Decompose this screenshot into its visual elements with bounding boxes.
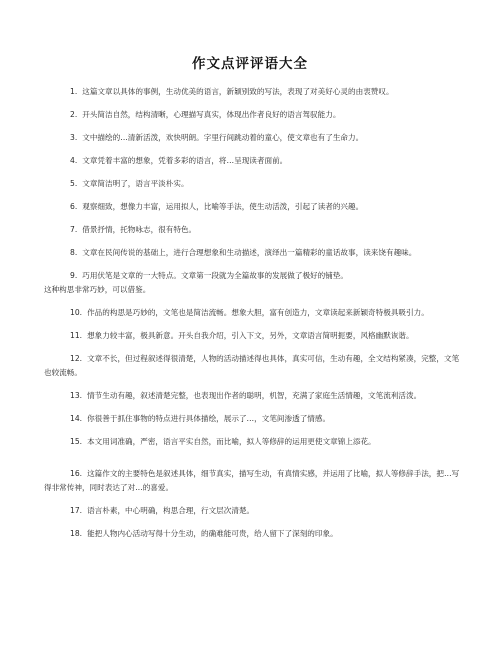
- list-item: [44, 154, 464, 168]
- list-item: [44, 85, 464, 99]
- item-text: 观察细致，想像力丰富，运用拟人，比喻等手法，使生动活泼，引起了读者的兴趣。: [82, 201, 364, 211]
- item-text: 文章在民间传说的基础上，进行合理想象和生动描述，演绎出一篇精彩的童话故事，读来饶有趣味。: [82, 247, 417, 257]
- item-number: 10.: [70, 307, 83, 317]
- list-item: [44, 527, 464, 541]
- item-number: 9.: [70, 270, 78, 280]
- item-number: 14.: [70, 413, 83, 423]
- list-item: [44, 389, 464, 403]
- item-number: 7.: [70, 224, 78, 234]
- item-number: 11.: [70, 330, 83, 340]
- item-text: 巧用伏笔是文章的一大特点。文章第一段就为全篇故事的发展做了极好的铺垫。: [82, 270, 349, 280]
- list-item: [44, 200, 464, 214]
- list-item: [44, 412, 464, 426]
- item-text: 开头简洁自然，结构清晰，心理描写真实，体现出作者良好的语言驾驭能力。: [82, 109, 341, 119]
- item-text: 文章简洁明了，语言平淡朴实。: [82, 178, 189, 188]
- item-text: 借景抒情，托物咏志，很有特色。: [82, 224, 197, 234]
- item-text: 文章不长，但过程叙述得很清楚，人物的活动描述得也具体，真实可信，生动有趣，全文结构紧凑，完整，文笔也较流畅。: [44, 353, 460, 377]
- item-number: 12.: [70, 353, 83, 363]
- list-item: [44, 246, 464, 260]
- list-item: [44, 306, 464, 320]
- page-title: 作文点评评语大全: [192, 56, 308, 72]
- item-number: 2.: [70, 109, 78, 119]
- comment-list: [44, 77, 464, 550]
- list-item: [44, 108, 464, 122]
- item-text: 作品的构思是巧妙的，文笔也是简洁流畅。想象大胆，富有创造力，文章读起来新颖奇特极具吸引力。: [87, 307, 429, 317]
- list-item: [44, 177, 464, 191]
- item-text: 文章凭着丰富的想象，凭着多彩的语言，将…呈现读者面前。: [82, 155, 288, 165]
- list-item: [44, 352, 464, 380]
- item-number: 1.: [70, 86, 78, 96]
- item-number: 18.: [70, 528, 83, 538]
- list-item: [44, 504, 464, 518]
- item-text: 想象力较丰富，极具新意。开头自我介绍，引入下文，另外，文章语言简明扼要，风格幽默诙谐。: [87, 330, 414, 340]
- item-number: 13.: [70, 390, 83, 400]
- item-continuation: 这种构思非常巧妙，可以借鉴。: [44, 284, 151, 294]
- item-text: 语言朴素，中心明确，构思合理，行文层次清楚。: [87, 505, 255, 515]
- item-text: 情节生动有趣，叙述清楚完整，也表现出作者的聪明，机智，充满了家庭生活情趣，文笔流利活泼。: [87, 390, 422, 400]
- item-number: 6.: [70, 201, 78, 211]
- item-text: 这篇文章以具体的事例，生动优美的语言，新颖别致的写法，表现了对美好心灵的由衷赞叹。: [82, 86, 394, 96]
- list-item: [44, 467, 464, 495]
- list-item: [44, 329, 464, 343]
- item-number: 5.: [70, 178, 78, 188]
- item-text: 这篇作文的主要特色是叙述具体，细节真实，描写生动，有真情实感，并运用了比喻，拟人等修辞手法，把…写得非常传神，同时表达了对…的喜爱。: [44, 468, 460, 492]
- item-text: 文中描绘的…清新活泼，欢快明朗。字里行间跳动着的童心，使文章也有了生命力。: [82, 132, 364, 142]
- list-item: [44, 435, 464, 449]
- item-number: 15.: [70, 436, 83, 446]
- item-number: 8.: [70, 247, 78, 257]
- item-text: 本文用词准确，严密，语言平实自然，而比喻，拟人等修辞的运用更使文章锦上添花。: [87, 436, 376, 446]
- item-number: 17.: [70, 505, 83, 515]
- item-text: 你很善于抓住事物的特点进行具体描绘，展示了…，文笔间渗透了情感。: [87, 413, 331, 423]
- item-number: 3.: [70, 132, 78, 142]
- list-item: [44, 223, 464, 237]
- item-text: 能把人物内心活动写得十分生动，的确难能可贵，给人留下了深刻的印象。: [87, 528, 338, 538]
- list-item: [44, 269, 464, 297]
- list-item: [44, 131, 464, 145]
- item-number: 4.: [70, 155, 78, 165]
- item-number: 16.: [70, 468, 83, 478]
